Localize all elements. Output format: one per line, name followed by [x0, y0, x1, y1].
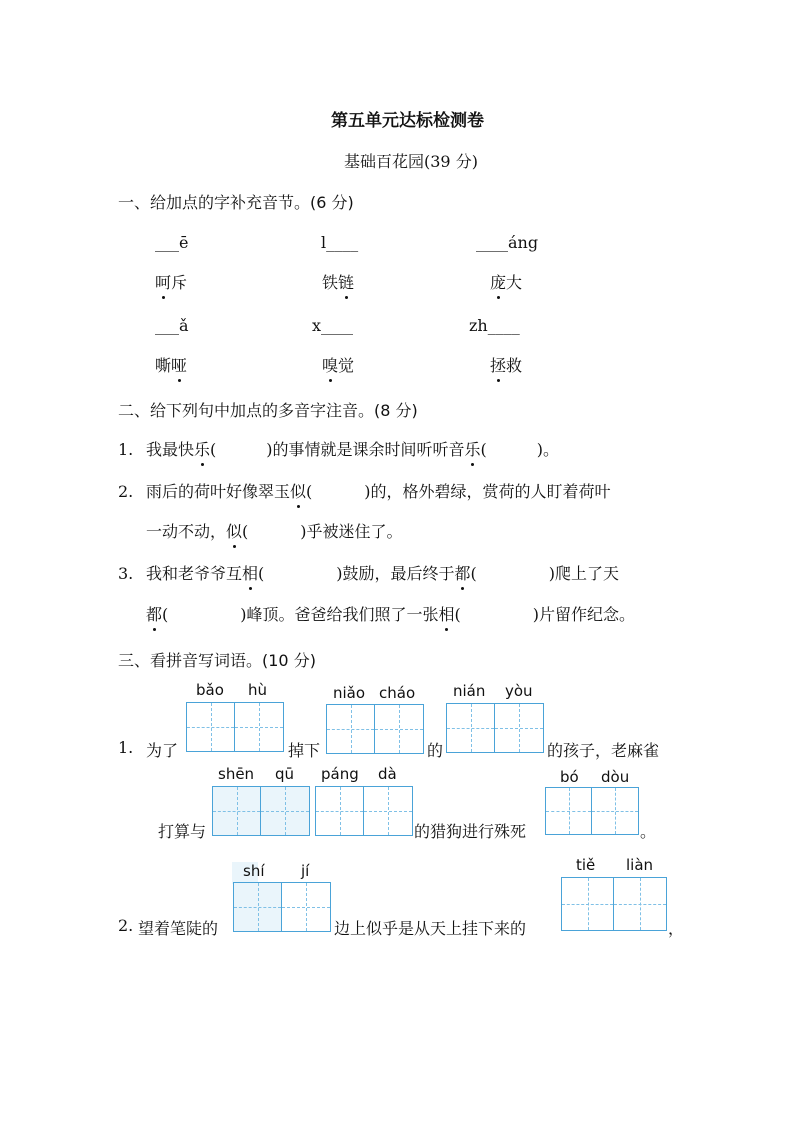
grid-cell[interactable] — [213, 787, 261, 835]
dotted-char: 都 — [455, 561, 471, 584]
sentence-text: )片留作纪念。 — [532, 605, 636, 624]
s3-q2-number: 2. — [118, 916, 134, 935]
writing-grid-niaochao[interactable] — [326, 704, 424, 754]
question-number: 3. — [118, 564, 134, 583]
pinyin-ji: jí — [301, 862, 310, 880]
s2-question-2-line1 — [118, 479, 611, 502]
sentence-text: )。 — [536, 440, 560, 459]
dotted-char: 都 — [146, 602, 162, 625]
sentence-text: ( — [470, 564, 477, 583]
grid-cell[interactable] — [234, 883, 282, 931]
writing-grid-pangda[interactable] — [315, 786, 413, 836]
word-rest: 救 — [506, 356, 523, 375]
dotted-char: 哑 — [171, 353, 187, 376]
dotted-char: 相 — [439, 602, 455, 625]
sentence-text: ( — [258, 564, 265, 583]
pinyin-shen: shēn — [218, 765, 255, 783]
sentence-text: )的事情就是课余时间听听音 — [266, 440, 465, 459]
pinyin-nian: nián — [453, 682, 486, 700]
word-rest: 嘶 — [155, 356, 172, 375]
s3-q1-text-1: 为了 — [146, 741, 179, 760]
s1-word-1 — [155, 270, 187, 293]
pinyin-bo: bó — [560, 768, 579, 786]
sentence-text: ( — [162, 605, 169, 624]
s2-question-3-line1 — [118, 561, 619, 584]
dotted-char: 乐 — [465, 437, 481, 460]
writing-grid-shiji[interactable] — [233, 882, 331, 932]
s1-word-3 — [490, 270, 522, 293]
word-rest: 斥 — [171, 273, 188, 292]
s3-q2-text-1: 望着笔陡的 — [138, 919, 219, 938]
page-title: 第五单元达标检测卷 — [331, 111, 484, 131]
pinyin-qu: qū — [275, 765, 295, 783]
writing-grid-baohu[interactable] — [186, 702, 284, 752]
s1-syllable-1: ___ē — [155, 233, 189, 252]
dotted-char: 相 — [242, 561, 258, 584]
dotted-char: 庞 — [490, 270, 506, 293]
dotted-char: 似 — [290, 479, 306, 502]
s1-word-5 — [322, 353, 354, 376]
section2-heading: 二、给下列句中加点的多音字注音。(8 分) — [118, 401, 418, 420]
s3-q1-text-4: 的孩子，老麻雀 — [547, 741, 660, 760]
dotted-char: 链 — [338, 270, 354, 293]
dotted-char: 乐 — [194, 437, 210, 460]
question-number: 1. — [118, 440, 134, 459]
grid-cell[interactable] — [364, 787, 412, 835]
pinyin-chao: cháo — [379, 684, 416, 702]
writing-grid-nianyou[interactable] — [446, 703, 544, 753]
dotted-char: 拯 — [490, 353, 506, 376]
word-rest: 觉 — [338, 356, 355, 375]
pinyin-lian: liàn — [626, 856, 654, 874]
sentence-text: ( — [454, 605, 461, 624]
pinyin-dou: dòu — [601, 768, 630, 786]
pinyin-tie: tiě — [576, 856, 596, 874]
s1-word-4 — [155, 353, 187, 376]
s1-syllable-3: ____áng — [476, 233, 539, 252]
s2-question-1 — [118, 437, 559, 460]
word-rest: 大 — [506, 273, 523, 292]
writing-grid-shenqu[interactable] — [212, 786, 310, 836]
s1-syllable-2: l____ — [321, 233, 359, 252]
dotted-char: 嗅 — [322, 353, 338, 376]
sentence-text: ( — [480, 440, 487, 459]
sentence-text: )爬上了天 — [548, 564, 620, 583]
dotted-char: 似 — [226, 519, 242, 542]
grid-cell[interactable] — [375, 705, 423, 753]
s3-q2-text-3: ， — [668, 919, 685, 938]
s1-syllable-6: zh____ — [469, 316, 520, 335]
sentence-text: )乎被迷住了。 — [300, 522, 403, 541]
writing-grid-tielian[interactable] — [561, 877, 667, 931]
pinyin-hu: hù — [248, 681, 268, 699]
pinyin-pang: páng — [321, 765, 359, 783]
grid-cell[interactable] — [327, 705, 375, 753]
grid-cell[interactable] — [546, 788, 592, 834]
s1-word-6 — [490, 353, 522, 376]
word-rest: 铁 — [322, 273, 339, 292]
sentence-text: ( — [210, 440, 217, 459]
pinyin-you: yòu — [505, 682, 533, 700]
sentence-text: 我和老爷爷互 — [146, 564, 243, 583]
s3-q1-text-5: 打算与 — [158, 822, 207, 841]
grid-cell[interactable] — [235, 703, 283, 751]
section1-heading: 一、给加点的字补充音节。(6 分) — [118, 193, 354, 212]
sentence-text: )的，格外碧绿，赏荷的人盯着荷叶 — [364, 482, 611, 501]
sentence-text: ( — [306, 482, 313, 501]
section3-heading: 三、看拼音写词语。(10 分) — [118, 651, 316, 670]
dotted-char: 呵 — [155, 270, 171, 293]
s1-syllable-4: ___ǎ — [155, 316, 189, 335]
s2-question-2-line2 — [146, 519, 403, 542]
pinyin-shi: shí — [243, 862, 265, 880]
grid-cell[interactable] — [614, 878, 666, 930]
sentence-text: 一动不动， — [146, 522, 227, 541]
s1-word-2 — [322, 270, 354, 293]
sentence-text: )鼓励，最后终于 — [336, 564, 455, 583]
question-number: 2. — [118, 482, 134, 501]
s3-q1-text-2: 掉下 — [288, 741, 321, 760]
grid-cell[interactable] — [495, 704, 543, 752]
sentence-text: ( — [242, 522, 249, 541]
s3-q2-text-2: 边上似乎是从天上挂下来的 — [334, 919, 527, 938]
s3-q1-text-6: 的猎狗进行殊死 — [414, 822, 527, 841]
s3-q1-text-3: 的 — [427, 741, 444, 760]
pinyin-bao: bǎo — [196, 681, 224, 699]
grid-cell[interactable] — [282, 883, 330, 931]
sentence-text: 我最快 — [146, 440, 195, 459]
grid-cell[interactable] — [187, 703, 235, 751]
sentence-text: 雨后的荷叶好像翠玉 — [146, 482, 291, 501]
grid-cell[interactable] — [316, 787, 364, 835]
pinyin-niao: niǎo — [333, 684, 366, 702]
grid-cell[interactable] — [562, 878, 614, 930]
grid-cell[interactable] — [261, 787, 309, 835]
s1-syllable-5: x____ — [312, 316, 354, 335]
s2-question-3-line2 — [146, 602, 635, 625]
page-subtitle: 基础百花园(39 分) — [344, 152, 478, 171]
writing-grid-bodou[interactable] — [545, 787, 639, 835]
pinyin-da: dà — [378, 765, 397, 783]
s3-q1-text-7: 。 — [640, 822, 657, 841]
grid-cell[interactable] — [592, 788, 638, 834]
grid-cell[interactable] — [447, 704, 495, 752]
s3-q1-number: 1. — [118, 738, 134, 757]
sentence-text: )峰顶。爸爸给我们照了一张 — [240, 605, 439, 624]
